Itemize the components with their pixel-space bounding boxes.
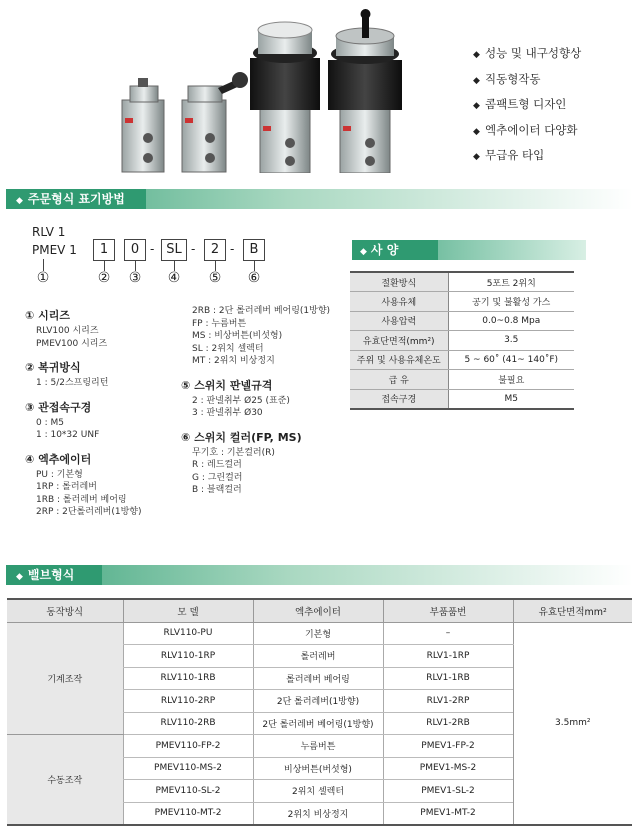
diamond-bullet-icon: ◆: [473, 126, 480, 137]
model-cell: RLV110-1RB: [123, 667, 253, 690]
part-number-cell: RLV1-1RP: [383, 645, 513, 668]
legend-item: G : 그린컬러: [192, 472, 243, 483]
code-box-3: SL: [161, 239, 187, 261]
spec-value: 5포트 2위치: [448, 272, 574, 292]
table-row: [7, 622, 632, 645]
feature-item: ◆ 무급유 타입: [473, 144, 581, 170]
legend-item: 3 : 판넬취부 Ø30: [192, 408, 263, 418]
legend-left: [25, 307, 142, 519]
legend-item: 1 : 10*32 UNF: [36, 430, 100, 440]
feature-item: ◆ 직동형작동: [473, 68, 581, 94]
valve-roller-image: [182, 72, 248, 172]
spec-table: [350, 271, 574, 410]
part-number-cell: PMEV1-SL-2: [383, 780, 513, 803]
spec-key: 주위 및 사용유체온도: [350, 350, 448, 370]
model-cell: PMEV110-MS-2: [123, 757, 253, 780]
code-dash: -: [191, 242, 196, 256]
spec-value: 0.0~0.8 Mpa: [448, 311, 574, 331]
legend-item: 0 : M5: [36, 417, 64, 428]
code-index-1: ①: [36, 270, 50, 286]
feature-item: ◆ 성능 및 내구성향상: [473, 42, 581, 68]
valve-section-title: ◆ 밸브형식: [6, 565, 102, 585]
feature-item: ◆ 엑추에이터 다양화: [473, 119, 581, 145]
diamond-bullet-icon: ◆: [473, 50, 480, 60]
column-header: 유효단면적mm²: [513, 599, 632, 622]
model-cell: PMEV110-SL-2: [123, 780, 253, 803]
column-header: 모 델: [123, 599, 253, 622]
table-header-row: [7, 599, 632, 622]
diamond-bullet-icon: ◆: [473, 75, 480, 86]
valve-basic-image: [122, 78, 164, 172]
legend-item: 2RB : 2단 롤러레버 베어링(1방향): [192, 306, 331, 316]
part-number-cell: RLV1-2RB: [383, 712, 513, 735]
code-dash: -: [230, 242, 235, 256]
legend-item: FP : 누름버튼: [192, 318, 247, 329]
actuator-cell: 기본형: [253, 622, 383, 645]
code-index-6: ⑥: [247, 270, 261, 286]
spec-key: 사용유체: [350, 292, 448, 312]
actuator-cell: 2위치 비상정지: [253, 802, 383, 825]
spec-section-title: ◆ 사 양: [352, 240, 438, 260]
model-cell: RLV110-1RP: [123, 645, 253, 668]
code-line-2: PMEV 1: [32, 243, 77, 257]
feature-list: [473, 42, 581, 170]
code-line-1: RLV 1: [32, 225, 66, 239]
code-index-2: ②: [97, 270, 111, 286]
code-index-3: ③: [128, 270, 142, 286]
feature-item: ◆ 콤팩트형 디자인: [473, 93, 581, 119]
legend-item: RLV100 시리즈: [36, 326, 99, 336]
spec-row: [350, 331, 574, 351]
diamond-bullet-icon: ◆: [473, 152, 480, 162]
legend-item: R : 레드컬러: [192, 460, 242, 470]
code-box-1: 1: [93, 239, 115, 261]
legend-item: 1RB : 롤러레버 베어링: [36, 494, 127, 505]
legend-item: B : 블랙컬러: [192, 485, 242, 495]
model-cell: RLV110-2RB: [123, 712, 253, 735]
column-header: 엑추에이터: [253, 599, 383, 622]
spec-row: [350, 272, 574, 292]
spec-key: 급 유: [350, 370, 448, 390]
legend-item: PMEV100 시리즈: [36, 338, 108, 349]
column-header: 동작방식: [7, 599, 123, 622]
effective-area-cell: 3.5mm²: [513, 622, 632, 825]
legend-item: MT : 2위치 비상정지: [192, 356, 275, 366]
model-cell: RLV110-2RP: [123, 690, 253, 713]
part-number-cell: –: [383, 622, 513, 645]
actuator-cell: 비상버튼(버섯형): [253, 757, 383, 780]
model-cell: PMEV110-MT-2: [123, 802, 253, 825]
legend-item: PU : 기본형: [36, 469, 83, 480]
code-box-4: 2: [204, 239, 226, 261]
code-index-4: ④: [167, 270, 181, 286]
spec-value: 공기 및 불활성 가스: [448, 292, 574, 312]
legend-right: [181, 305, 330, 497]
actuator-cell: 롤러레버: [253, 645, 383, 668]
valve-selector-image: [328, 9, 402, 173]
legend-item: 1 : 5/2스프링리턴: [36, 378, 109, 388]
part-number-cell: RLV1-2RP: [383, 690, 513, 713]
legend-heading: ③ 관접속구경: [25, 400, 92, 414]
actuator-cell: 2단 롤러레버 베어링(1방향): [253, 712, 383, 735]
valve-push-button-image: [250, 22, 320, 173]
diamond-bullet-icon: ◆: [473, 101, 480, 111]
product-photo: [100, 8, 420, 173]
part-number-cell: RLV1-1RB: [383, 667, 513, 690]
legend-heading: ② 복귀방식: [25, 361, 81, 374]
valve-table: [7, 598, 632, 826]
spec-key: 유효단면적(mm²): [350, 331, 448, 351]
spec-row: [350, 370, 574, 390]
code-index-5: ⑤: [208, 270, 222, 286]
part-number-cell: PMEV1-MT-2: [383, 802, 513, 825]
spec-value: 3.5: [448, 331, 574, 351]
spec-row: [350, 311, 574, 331]
part-number-cell: PMEV1-MS-2: [383, 757, 513, 780]
legend-heading: ④ 엑추에이터: [25, 452, 92, 466]
legend-heading: ① 시리즈: [25, 309, 71, 322]
code-dash: -: [150, 242, 155, 256]
spec-row: [350, 292, 574, 312]
actuator-cell: 롤러레버 베어링: [253, 667, 383, 690]
actuator-cell: 누름버튼: [253, 735, 383, 758]
code-box-5: B: [243, 239, 265, 261]
column-header: 부품품번: [383, 599, 513, 622]
model-cell: PMEV110-FP-2: [123, 735, 253, 758]
legend-item: MS : 비상버튼(비섯형): [192, 331, 283, 341]
spec-value: 5 ~ 60˚ (41~ 140˚F): [448, 350, 574, 370]
diamond-icon: ◆: [16, 196, 23, 206]
operation-group: 기계조작: [7, 622, 123, 735]
legend-heading: ⑤ 스위치 판넬규격: [181, 378, 273, 392]
actuator-cell: 2위치 셀렉터: [253, 780, 383, 803]
spec-key: 접속구경: [350, 389, 448, 409]
order-section-title: ◆ 주문형식 표기방법: [6, 189, 146, 209]
legend-item: 2RP : 2단롤러레버(1방향): [36, 507, 142, 517]
spec-value: M5: [504, 393, 518, 404]
spec-row: [350, 350, 574, 370]
legend-item: 무기호 : 기본컬러(R): [192, 447, 275, 458]
spec-value: 불필요: [448, 370, 574, 390]
legend-item: 2 : 판넬취부 Ø25 (표준): [192, 395, 290, 406]
legend-heading: ⑥ 스위치 컬러(FP, MS): [181, 430, 302, 444]
code-box-2: 0: [124, 239, 146, 261]
legend-item: 1RP : 롤러레버: [36, 482, 97, 492]
diamond-icon: ◆: [360, 247, 367, 257]
model-cell: RLV110-PU: [123, 622, 253, 645]
part-number-cell: PMEV1-FP-2: [383, 735, 513, 758]
spec-key: 사용압력: [350, 311, 448, 331]
actuator-cell: 2단 롤러레버(1방향): [253, 690, 383, 713]
operation-group: 수동조작: [7, 735, 123, 825]
spec-row: [350, 389, 574, 409]
spec-key: 절환방식: [350, 272, 448, 292]
diamond-icon: ◆: [16, 572, 23, 582]
legend-item: SL : 2위치 셀렉터: [192, 343, 264, 354]
